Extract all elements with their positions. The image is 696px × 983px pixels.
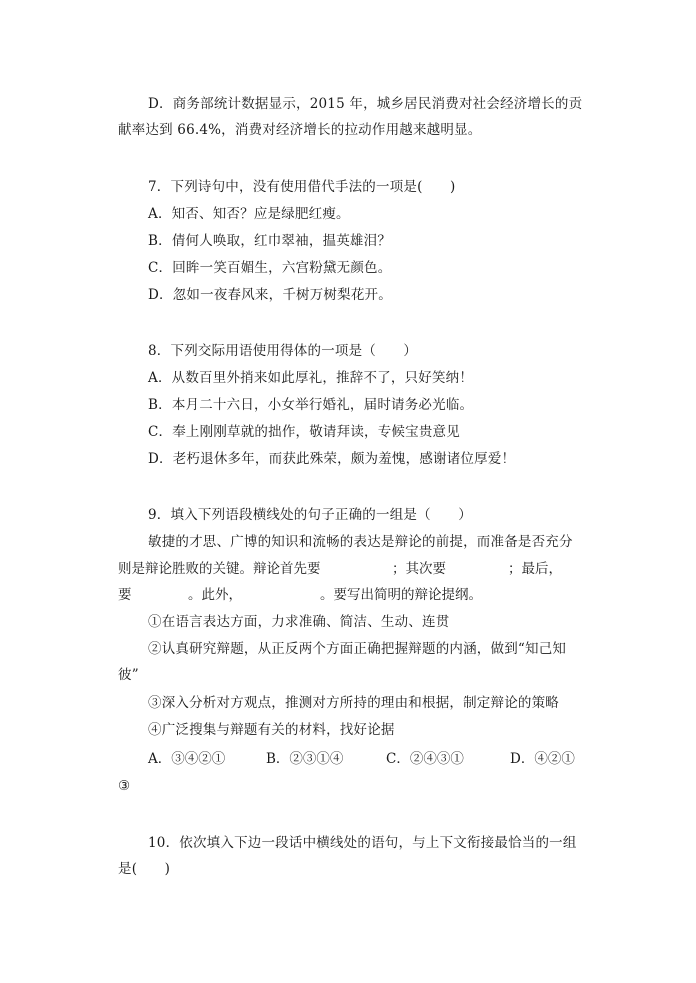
q8-option-d: D．老朽退休多年，而获此殊荣，颇为羞愧，感谢诸位厚爱！ xyxy=(148,451,516,467)
q7-option-c: C．回眸一笑百媚生，六宫粉黛无颜色。 xyxy=(148,260,392,276)
q9-item-2-wrap: 彼” xyxy=(118,667,139,683)
q9-choice-d: D．④②① xyxy=(510,751,575,767)
q9-paragraph-line2-c: ；最后， xyxy=(508,561,562,577)
q9-choice-b: B．②③①④ xyxy=(266,751,344,767)
q10-stem-line2: 是( ) xyxy=(118,861,171,877)
q7-option-d: D．忽如一夜春风来，千树万树梨花开。 xyxy=(148,287,392,303)
q9-paragraph-line2-a: 则是辩论胜败的关键。辩论首先要 xyxy=(118,561,321,577)
q9-item-4: ④广泛搜集与辩题有关的材料，找好论据 xyxy=(148,722,395,738)
q9-paragraph-line3-a: 要 xyxy=(118,587,132,603)
q9-item-1: ①在语言表达方面，力求准确、简洁、生动、连贯 xyxy=(148,614,450,630)
q10-stem-line1: 10．依次填入下边一段话中横线处的语句，与上下文衔接最恰当的一组 xyxy=(148,835,577,851)
q9-stem: 9．填入下列语段横线处的句子正确的一组是（ ） xyxy=(148,507,472,523)
q8-stem: 8．下列交际用语使用得体的一项是（ ） xyxy=(148,343,418,359)
q9-choice-d-wrap: ③ xyxy=(118,778,131,794)
q8-option-c: C．奉上刚刚草就的拙作，敬请拜读，专候宝贵意见 xyxy=(148,424,460,440)
q7-stem: 7．下列诗句中，没有使用借代手法的一项是( ) xyxy=(148,179,456,195)
q8-option-b: B．本月二十六日，小女举行婚礼，届时请务必光临。 xyxy=(148,397,474,413)
q9-item-3: ③深入分析对方观点，推测对方所持的理由和根据，制定辩论的策略 xyxy=(148,695,559,711)
q6-option-d-line2: 献率达到 66.4%，消费对经济增长的拉动作用越来越明显。 xyxy=(118,122,482,138)
q7-option-b: B．倩何人唤取，红巾翠袖，揾英雄泪？ xyxy=(148,233,392,249)
q6-option-d-line1: D．商务部统计数据显示，2015 年，城乡居民消费对社会经济增长的贡 xyxy=(148,96,583,112)
q7-option-a: A．知否、知否？应是绿肥红瘦。 xyxy=(148,206,350,222)
q9-choice-a: A．③④②① xyxy=(148,751,226,767)
q9-paragraph-line3-b: 。此外， xyxy=(188,587,242,603)
q9-paragraph-line3-c: 。要写出简明的辩论提纲。 xyxy=(320,587,482,603)
q9-choice-c: C．②④③① xyxy=(386,751,464,767)
q9-item-2: ②认真研究辩题，从正反两个方面正确把握辩题的内涵，做到“知己知 xyxy=(148,641,567,657)
q9-paragraph-line2-b: ；其次要 xyxy=(392,561,446,577)
q8-option-a: A．从数百里外捎来如此厚礼，推辞不了，只好笑纳！ xyxy=(148,370,474,386)
q9-paragraph-line1: 敏捷的才思、广博的知识和流畅的表达是辩论的前提，而准备是否充分 xyxy=(148,534,573,550)
